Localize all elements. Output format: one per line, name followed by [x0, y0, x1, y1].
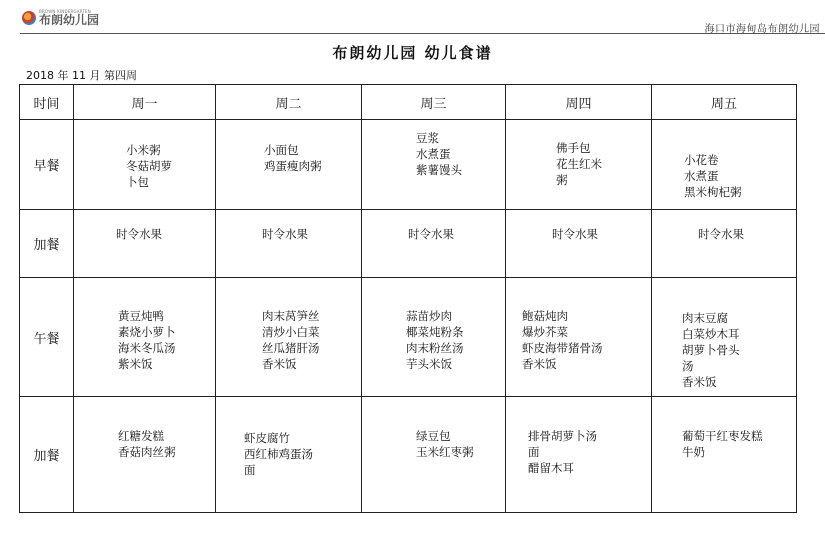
logo-text: 布朗幼儿园 [39, 13, 100, 27]
menu-cell [362, 210, 506, 278]
menu-item: 时令水果 [408, 227, 454, 241]
menu-item: 紫薯馒头 [416, 163, 462, 177]
menu-item: 时令水果 [698, 227, 744, 241]
menu-cell [74, 397, 216, 513]
menu-item: 紫米饭 [118, 357, 153, 371]
menu-item: 虾皮腐竹 [244, 431, 290, 445]
meal-label: 加餐 [20, 210, 74, 278]
header-day: 周二 [216, 85, 362, 120]
menu-cell [506, 210, 652, 278]
menu-cell [506, 397, 652, 513]
menu-item: 粥 [556, 173, 568, 187]
menu-item: 香米饭 [522, 357, 557, 371]
menu-item: 爆炒芥菜 [522, 325, 568, 339]
menu-item: 鸡蛋瘦肉粥 [264, 159, 322, 173]
menu-item: 黑米枸杞粥 [684, 185, 742, 199]
table-row [20, 210, 797, 278]
menu-item: 黄豆炖鸭 [118, 309, 164, 323]
menu-item: 水煮蛋 [684, 169, 719, 183]
menu-item: 小面包 [264, 143, 299, 157]
menu-item: 牛奶 [682, 445, 705, 459]
menu-cell [652, 210, 797, 278]
header-day: 周五 [652, 85, 797, 120]
menu-item: 玉米红枣粥 [416, 445, 474, 459]
meal-label: 加餐 [20, 397, 74, 513]
menu-cell [74, 278, 216, 397]
menu-item: 面 [244, 463, 256, 477]
menu-cell [74, 120, 216, 210]
menu-item: 佛手包 [556, 141, 591, 155]
menu-cell [652, 278, 797, 397]
table-row [20, 120, 797, 210]
menu-cell [362, 397, 506, 513]
menu-item: 虾皮海带猪骨汤 [522, 341, 603, 355]
menu-item: 蒜苗炒肉 [406, 309, 452, 323]
menu-item: 肉末粉丝汤 [406, 341, 464, 355]
menu-cell [216, 210, 362, 278]
menu-cell [216, 120, 362, 210]
menu-cell [362, 278, 506, 397]
header-corner: 时间 [20, 85, 74, 120]
menu-item: 葡萄干红枣发糕 [682, 429, 763, 443]
menu-item: 排骨胡萝卜汤 [528, 429, 597, 443]
menu-item: 汤 [682, 359, 694, 373]
menu-item: 肉末莴笋丝 [262, 309, 320, 323]
week-label: 2018 年 11 月 第四周 [26, 69, 137, 82]
menu-cell [652, 397, 797, 513]
menu-item: 西红柿鸡蛋汤 [244, 447, 313, 461]
table-row [20, 397, 797, 513]
menu-item: 清炒小白菜 [262, 325, 320, 339]
page-title: 布朗幼儿园 幼儿食谱 [332, 44, 493, 62]
menu-item: 红糖发糕 [118, 429, 164, 443]
menu-cell [74, 210, 216, 278]
menu-item: 豆浆 [416, 131, 439, 145]
logo-icon [22, 11, 36, 25]
menu-item: 花生红米 [556, 157, 602, 171]
menu-item: 时令水果 [116, 227, 162, 241]
menu-item: 芋头米饭 [406, 357, 452, 371]
menu-item: 香米饭 [682, 375, 717, 389]
menu-item: 丝瓜猪肝汤 [262, 341, 320, 355]
menu-item: 香菇肉丝粥 [118, 445, 176, 459]
menu-item: 香米饭 [262, 357, 297, 371]
menu-item: 鲍菇炖肉 [522, 309, 568, 323]
menu-item: 水煮蛋 [416, 147, 451, 161]
menu-item: 海米冬瓜汤 [118, 341, 176, 355]
logo-subtext: BROWN KINDERGARTEN [39, 9, 91, 14]
menu-item: 冬菇胡萝 [126, 159, 172, 173]
meal-label: 午餐 [20, 278, 74, 397]
menu-item: 醋留木耳 [528, 461, 574, 475]
menu-item: 面 [528, 445, 540, 459]
menu-item: 小米粥 [126, 143, 161, 157]
menu-item: 时令水果 [552, 227, 598, 241]
menu-cell [362, 120, 506, 210]
menu-item: 卜包 [126, 175, 149, 189]
menu-cell [506, 120, 652, 210]
menu-item: 椰菜炖粉条 [406, 325, 464, 339]
kindergarten-logo [22, 9, 99, 27]
header-day: 周三 [362, 85, 506, 120]
menu-cell [216, 278, 362, 397]
header-divider [20, 33, 825, 34]
menu-item: 白菜炒木耳 [682, 327, 740, 341]
menu-cell [652, 120, 797, 210]
header-day: 周一 [74, 85, 216, 120]
menu-item: 时令水果 [262, 227, 308, 241]
menu-item: 绿豆包 [416, 429, 451, 443]
school-name: 海口市海甸岛布朗幼儿园 [704, 24, 820, 35]
meal-label: 早餐 [20, 120, 74, 210]
menu-cell [216, 397, 362, 513]
menu-table [19, 84, 797, 513]
table-row [20, 278, 797, 397]
menu-cell [506, 278, 652, 397]
menu-item: 小花卷 [684, 153, 719, 167]
menu-item: 肉末豆腐 [682, 311, 728, 325]
header-day: 周四 [506, 85, 652, 120]
table-header-row [20, 85, 797, 120]
menu-item: 胡萝卜骨头 [682, 343, 740, 357]
menu-item: 素烧小萝卜 [118, 325, 176, 339]
